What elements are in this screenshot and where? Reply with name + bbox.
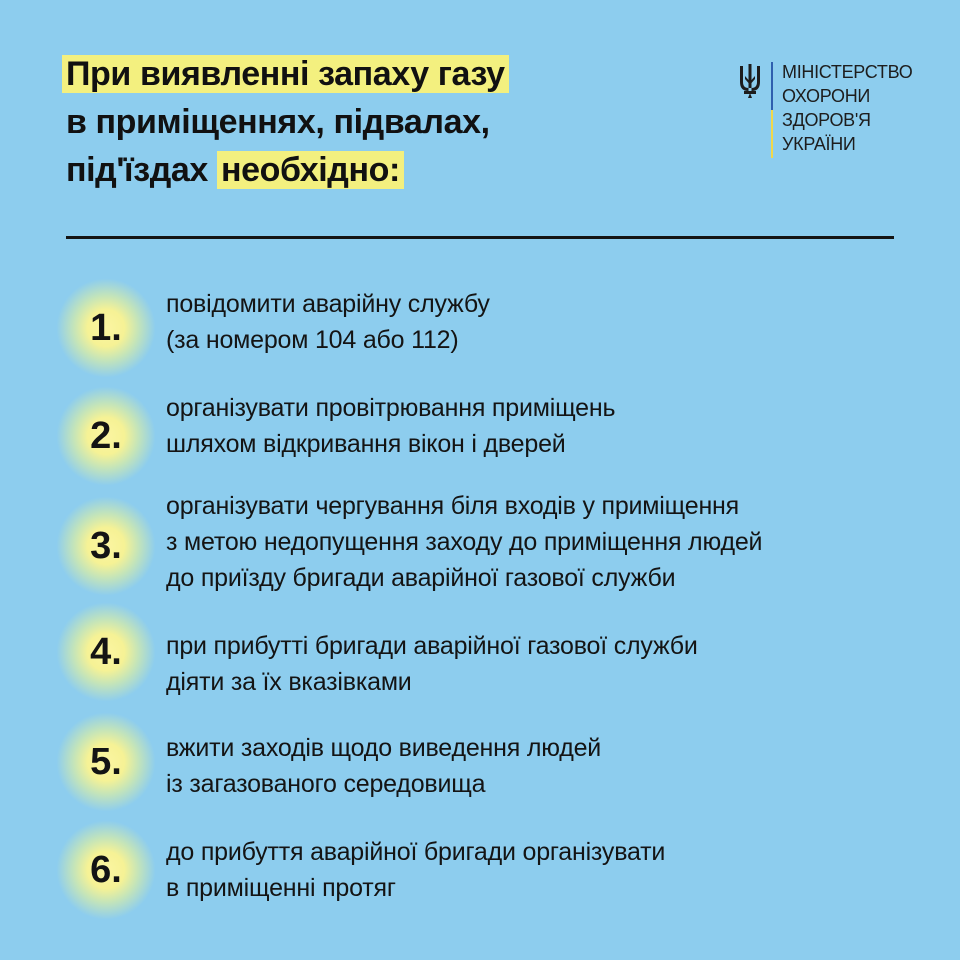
step-text-line: організувати чергування біля входів у приміщення: [166, 492, 739, 520]
step-text: [166, 286, 490, 358]
ministry-name-line: ЗДОРОВ'Я: [782, 110, 871, 130]
step-number: 1.: [56, 278, 156, 378]
step-text: [166, 730, 601, 802]
step-text-line: повідомити аварійну службу: [166, 290, 490, 318]
step-text-line: (за номером 104 або 112): [166, 326, 459, 354]
title-line-2: в приміщеннях, підвалах,: [66, 103, 490, 141]
title-line-1-highlight: При виявленні запаху газу: [62, 55, 509, 93]
step-text: [166, 390, 615, 462]
step-text: [166, 834, 665, 906]
step-text-line: до приїзду бригади аварійної газової служби: [166, 564, 676, 592]
title-line-3-highlight: необхідно:: [217, 151, 404, 189]
step-text-line: із загазованого середовища: [166, 770, 486, 798]
step-text: [166, 488, 762, 596]
step-text-line: в приміщенні протяг: [166, 874, 396, 902]
step-text-line: при прибутті бригади аварійної газової служби: [166, 632, 698, 660]
step-text-line: до прибуття аварійної бригади організувати: [166, 838, 666, 866]
step-number: 4.: [56, 602, 156, 702]
ministry-name-line: УКРАЇНИ: [782, 134, 856, 154]
ministry-name-line: ОХОРОНИ: [782, 86, 871, 106]
step-text-line: діяти за їх вказівками: [166, 668, 412, 696]
step-text-line: вжити заходів щодо виведення людей: [166, 734, 602, 762]
step-number: 2.: [56, 386, 156, 486]
step-text-line: з метою недопущення заходу до приміщення людей: [166, 528, 763, 556]
ministry-name-line: МІНІСТЕРСТВО: [782, 62, 913, 82]
title-line-3-plain: під'їздах: [66, 151, 208, 189]
step-text-line: організувати провітрювання приміщень: [166, 394, 616, 422]
step-text: [166, 628, 698, 700]
step-number: 5.: [56, 712, 156, 812]
step-number: 6.: [56, 820, 156, 920]
step-number: 3.: [56, 496, 156, 596]
step-text-line: шляхом відкривання вікон і дверей: [166, 430, 566, 458]
